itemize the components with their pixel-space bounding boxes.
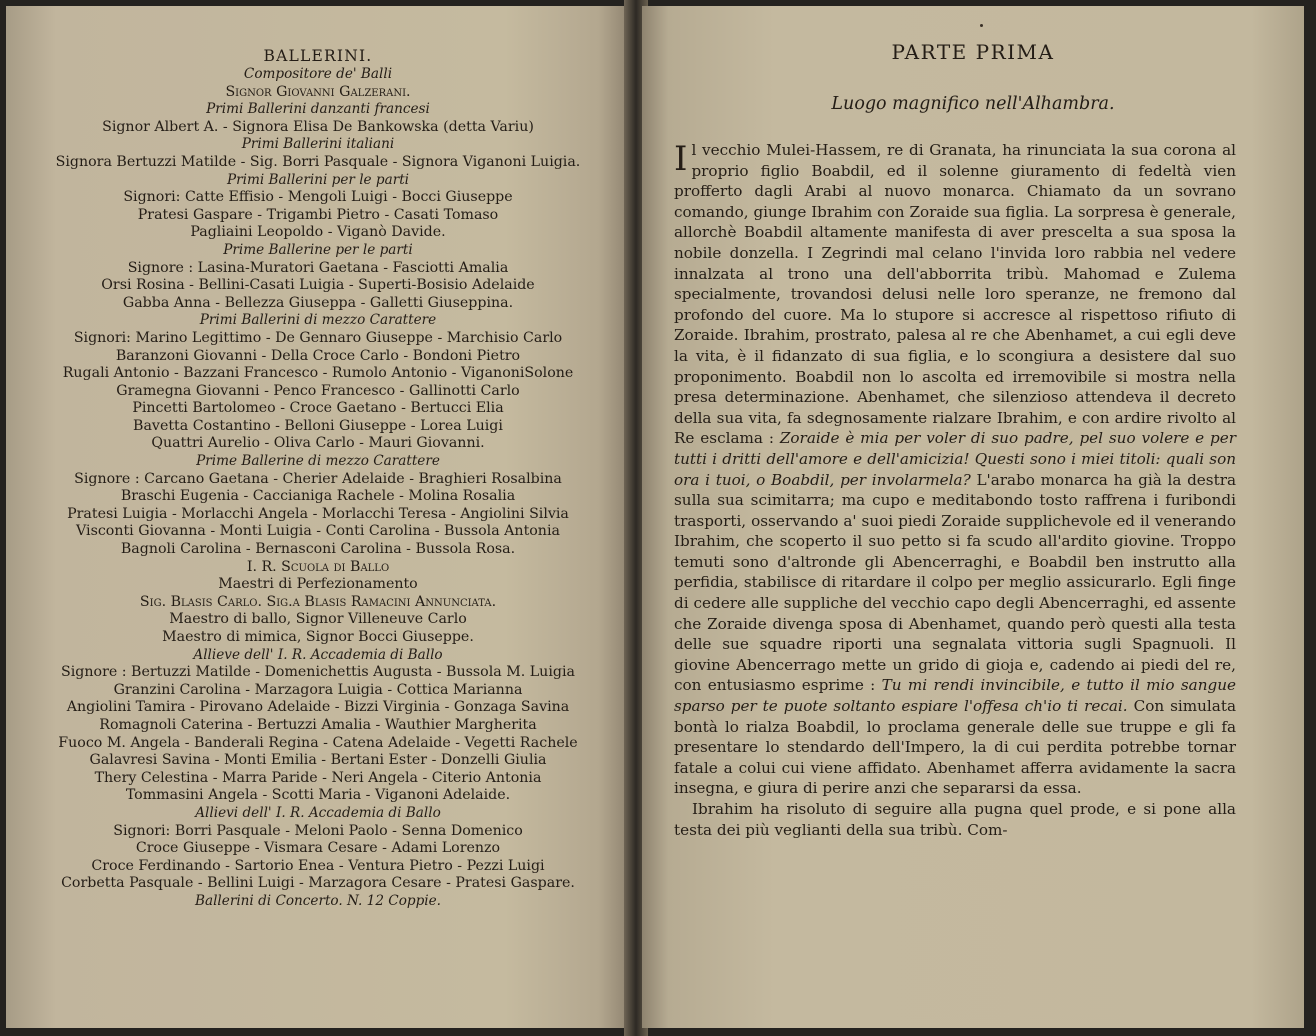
quote-2: Tu mi rendi invincibile, e tutto il mio sangue sparso per te puote soltanto espiare l'offesa ch'io ti recai. <box>674 676 1236 716</box>
cast-line: Sig. Blasis Carlo. Sig.a Blasis Ramacini Annunciata. <box>139 593 497 610</box>
cast-line: Pincetti Bartolomeo - Croce Gaetano - Bertucci Elia <box>132 400 504 417</box>
cast-section-heading: Allieve dell' I. R. Accademia di Ballo <box>193 646 443 663</box>
para1-text: l vecchio Mulei-Hassem, re di Granata, ha rinunciata la sua corona al proprio figlio Boabdil, ed il solenne giuramento di fedeltà vien profferto dagli Arabi al nuovo monarca. Chiamato da un sovrano comando, giunge Ibrahim con Zoraide sua figlia. La sorpresa è generale, allorchè Boabdil altamente manifesta di aver prescelta a sua sposa la nobile donzella. I Zegrindi mal celano l'invida loro rabbia nel vedere innalzata al trono una dell'abborrita tribù. Mahomad e Zulema specialmente, trovandosi delusi nelle loro speranze, ne fremono dal profondo del cuore. Ma lo stupore si accresce al rispettoso rifiuto di Zoraide. Ibrahim, prostrato, palesa al re che Abenhamet, a cui egli deve la vita, è il fidanzato di sua figlia, e lo scongiura a desistere dal suo proponimento. Boabdil non lo ascolta ed irremovibile si mostra nella presa determinazione. Abenhamet, che silenzioso attendeva il decreto della sua vita, fa sdegnosamente rialzare Ibrahim, e con ardire rivolto al Re esclama : <box>674 141 1236 448</box>
cast-line: Signori: Marino Legittimo - De Gennaro Giuseppe - Marchisio Carlo <box>73 329 563 346</box>
synopsis-paragraph-1 <box>674 140 1236 799</box>
cast-section-heading: Primi Ballerini per le parti <box>226 171 410 188</box>
cast-line: Bavetta Costantino - Belloni Giuseppe - Lorea Luigi <box>133 417 503 434</box>
cast-section-heading: Prime Ballerine per le parti <box>223 241 413 258</box>
para1c-text: Con simulata bontà lo rialza Boabdil, lo proclama generale delle sue truppe e gli fa presentare lo stendardo dell'Impero, la di cui perdita potrebbe tornar fatale a colui cui viene affidato. Abenhamet afferra avidamente la sacra insegna, e giura di perire anzi che separarsi da essa. <box>674 697 1236 798</box>
cast-line: Signor Giovanni Galzerani. <box>225 83 411 100</box>
cast-section-heading: Primi Ballerini di mezzo Carattere <box>199 312 437 329</box>
cast-line: Granzini Carolina - Marzagora Luigia - Cottica Marianna <box>113 681 523 698</box>
cast-line: Pagliaini Leopoldo - Viganò Davide. <box>190 224 446 241</box>
cast-line: Signori: Borri Pasquale - Meloni Paolo - Senna Domenico <box>113 822 523 839</box>
cast-line: Corbetta Pasquale - Bellini Luigi - Marzagora Cesare - Pratesi Gaspare. <box>61 875 575 892</box>
quote-1: Zoraide è mia per voler di suo padre, pel suo volere e per tutti i dritti dell'amore e dell'amicizia! Questi sono i miei titoli: quali son ora i tuoi, o Boabdil, per involarmela? <box>674 429 1237 489</box>
cast-line: Gramegna Giovanni - Penco Francesco - Gallinotti Carlo <box>116 382 520 399</box>
cast-line: Galavresi Savina - Monti Emilia - Bertani Ester - Donzelli Giulia <box>89 752 547 769</box>
cast-line: Thery Celestina - Marra Paride - Neri Angela - Citerio Antonia <box>94 769 542 786</box>
part-title: PARTE PRIMA <box>891 40 1055 64</box>
cast-section-heading: Ballerini di Concerto. N. 12 Coppie. <box>194 892 441 909</box>
cast-heading: BALLERINI. <box>263 47 373 65</box>
synopsis-paragraph-2: Ibrahim ha risoluto di seguire alla pugna quel prode, e si pone alla testa dei più veglianti della sua tribù. Com- <box>674 800 1236 839</box>
cast-line: Bagnoli Carolina - Bernasconi Carolina - Bussola Rosa. <box>120 541 516 558</box>
cast-line: Croce Giuseppe - Vismara Cesare - Adami Lorenzo <box>135 840 501 857</box>
cast-line: Rugali Antonio - Bazzani Francesco - Rumolo Antonio - ViganoniSolone <box>62 365 574 382</box>
cast-line: Signora Bertuzzi Matilde - Sig. Borri Pasquale - Signora Viganoni Luigia. <box>55 153 581 170</box>
cast-line: Signori: Catte Effisio - Mengoli Luigi - Bocci Giuseppe <box>123 189 513 206</box>
cast-line: Baranzoni Giovanni - Della Croce Carlo - Bondoni Pietro <box>115 347 521 364</box>
drop-cap: I <box>674 139 688 179</box>
right-page <box>642 6 1304 1028</box>
cast-line: Maestro di ballo, Signor Villeneuve Carlo <box>169 611 467 628</box>
cast-list <box>6 46 630 911</box>
cast-line: Quattri Aurelio - Oliva Carlo - Mauri Giovanni. <box>151 435 485 452</box>
cast-line: Pratesi Luigia - Morlacchi Angela - Morlacchi Teresa - Angiolini Silvia <box>67 505 569 522</box>
cast-line: Signore : Lasina-Muratori Gaetana - Fasciotti Amalia <box>127 259 509 276</box>
cast-line: Signor Albert A. - Signora Elisa De Bankowska (detta Variu) <box>102 118 534 135</box>
cast-line: Pratesi Gaspare - Trigambi Pietro - Casati Tomaso <box>137 206 499 223</box>
cast-line: Signore : Carcano Gaetana - Cherier Adelaide - Braghieri Rosalbina <box>74 470 562 487</box>
cast-line: Visconti Giovanna - Monti Luigia - Conti Carolina - Bussola Antonia <box>76 523 560 540</box>
cast-section-heading: Allievi dell' I. R. Accademia di Ballo <box>195 804 441 821</box>
cast-line: Croce Ferdinando - Sartorio Enea - Ventura Pietro - Pezzi Luigi <box>91 857 545 874</box>
cast-line: Orsi Rosina - Bellini-Casati Luigia - Superti-Bosisio Adelaide <box>101 277 535 294</box>
cast-line: Angiolini Tamira - Pirovano Adelaide - Bizzi Virginia - Gonzaga Savina <box>66 699 570 716</box>
cast-line: Maestro di mimica, Signor Bocci Giuseppe. <box>162 629 474 645</box>
cast-section-heading: Compositore de' Balli <box>243 66 393 82</box>
cast-section-heading: Primi Ballerini italiani <box>241 136 395 153</box>
cast-line: Braschi Eugenia - Caccianiga Rachele - Molina Rosalia <box>120 488 516 505</box>
ink-dot <box>980 24 983 27</box>
cast-line: Signore : Bertuzzi Matilde - Domenichettis Augusta - Bussola M. Luigia <box>61 664 575 681</box>
cast-line: Maestri di Perfezionamento <box>218 576 418 593</box>
cast-line: Gabba Anna - Bellezza Giuseppa - Galletti Giuseppina. <box>122 294 514 311</box>
cast-line: Tommasini Angela - Scotti Maria - Viganoni Adelaide. <box>125 787 511 804</box>
cast-line: Romagnoli Caterina - Bertuzzi Amalia - Wauthier Margherita <box>99 716 537 733</box>
cast-line: Fuoco M. Angela - Banderali Regina - Catena Adelaide - Vegetti Rachele <box>58 734 578 751</box>
scene-subtitle: Luogo magnifico nell'Alhambra. <box>831 94 1115 114</box>
cast-section-heading: Prime Ballerine di mezzo Carattere <box>196 453 440 470</box>
left-page <box>6 6 630 1028</box>
para1b-text: L'arabo monarca ha già la destra sulla sua scimitarra; ma cupo e meditabondo tosto raffrena i furibondi trasporti, osservando a' suoi piedi Zoraide supplichevole ed il venerando Ibrahim, che scoperto il suo petto si fa scudo all'ardito giovine. Troppo temuti sono d'altronde gli Abencerraghi, e Boabdil ben instrutto alla perfidia, stabilisce di ritardare il colpo per meglio assicurarlo. Egli finge di cedere alle suppliche del vecchio capo degli Abencerraghi, ed assente che Zoraide divenga sposa di Abenhamet, quando però questi alla testa delle sue squadre riporti una segnalata vittoria sugli Spagnuoli. Il giovine Abencerrago mette un grido di gioja e, cadendo ai piedi del re, con entusiasmo esprime : <box>674 470 1237 695</box>
synopsis-text <box>674 140 1236 840</box>
cast-lines <box>6 66 630 911</box>
cast-line: I. R. Scuola di Ballo <box>246 558 390 575</box>
cast-section-heading: Primi Ballerini danzanti francesi <box>206 101 430 118</box>
